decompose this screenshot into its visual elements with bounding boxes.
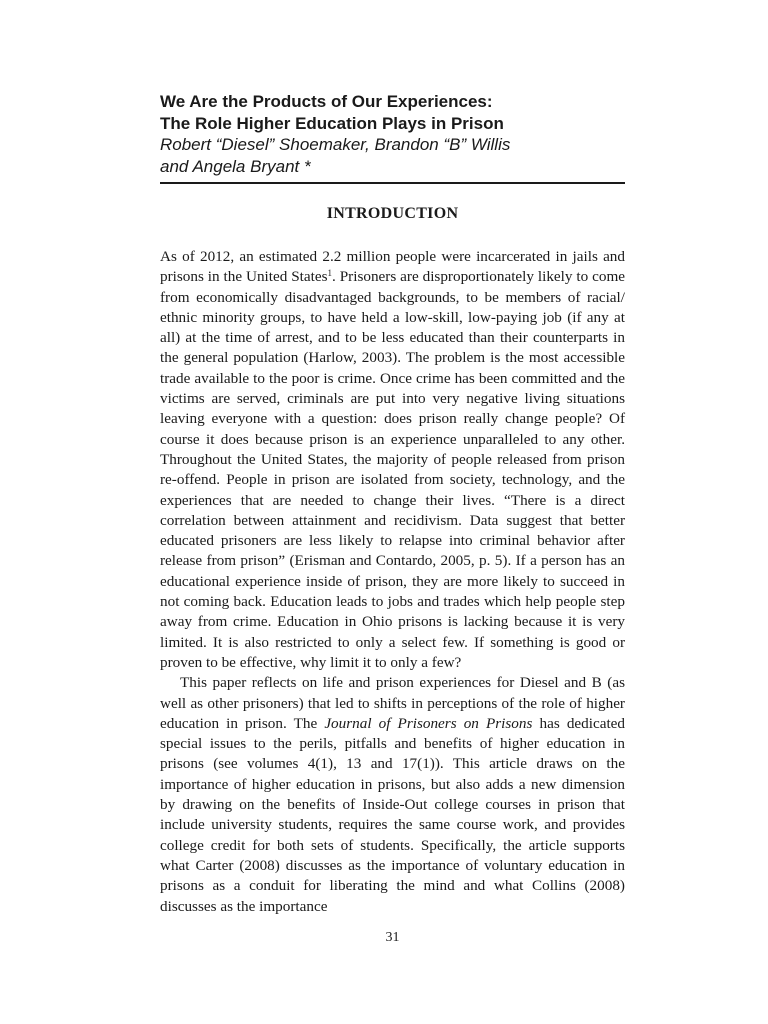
article-title-line-1: We Are the Products of Our Experiences: bbox=[160, 92, 493, 111]
paragraph-2-text-start: This paper reflects on life and prison experiences for Diesel and B (as well as other prisoners) that led to shifts in perceptions of the role of higher education in prison. The bbox=[160, 674, 625, 732]
article-title-line-2: The Role Higher Education Plays in Prison bbox=[160, 113, 504, 133]
header-divider bbox=[160, 182, 625, 184]
paragraph-1-text-rest: . Prisoners are disproportionately likely to come from economically disadvantaged backgrounds, to be members of racial/ ethnic minority groups, to have held a low-skill, low-paying job (if any at all) at the time of arrest, and to be less educated than their counterparts in the general population (Harlow, 2003). The problem is the most accessible trade available to the poor is crime. Once crime has been committed and the victims are served, criminals are put into very negative living situations leaving everyone with a question: does prison really change people? Of course it does because prison is an experience unparalleled to any other. Throughout the United States, the majority of people released from prison re-offend. People in prison are isolated from society, technology, and the experiences that are needed to change their lives. “There is a direct correlation between attainment and recidivism. Data suggest that better educated prisoners are less likely to relapse into criminal behavior after release from prison” (Erisman and Contardo, 2005, p. 5). If a person has an educational experience inside of prison, they are more likely to succeed in not coming back. Education leads to jobs and trades which help people step away from crime. Education in Ohio prisons is lacking because it is very limited. It is also restricted to only a select few. If something is good or proven to be effective, why limit it to only a few? bbox=[160, 268, 625, 671]
page-number: 31 bbox=[385, 930, 400, 945]
article-header bbox=[160, 91, 625, 177]
body-paragraph-2 bbox=[160, 673, 625, 917]
paragraph-2-text-rest: has dedicated special issues to the perils, pitfalls and benefits of higher education in prisons (see volumes 4(1), 13 and 17(1)). This article draws on the importance of higher education in prisons, but also adds a new dimension by drawing on the benefits of Inside-Out college courses in prison that include university students, requires the same course work, and provides college credit for both sets of students. Specifically, the article supports what Carter (2008) discusses as the importance of voluntary education in prisons as a conduit for liberating the mind and what Collins (2008) discusses as the importance bbox=[160, 714, 626, 915]
article-authors-line-2: and Angela Bryant * bbox=[160, 156, 311, 176]
journal-page bbox=[160, 0, 625, 1024]
section-heading: INTRODUCTION bbox=[326, 205, 459, 222]
footnote-marker: 1 bbox=[327, 268, 333, 279]
journal-title-italic: Journal of Prisoners on Prisons bbox=[324, 714, 533, 732]
paragraph-1-text-start: As of 2012, an estimated 2.2 million people were incarcerated in jails and prisons in the United States bbox=[160, 248, 625, 286]
body-paragraph-1 bbox=[160, 247, 625, 673]
article-authors-line-1: Robert “Diesel” Shoemaker, Brandon “B” Willis bbox=[160, 135, 511, 154]
article-body bbox=[160, 247, 625, 917]
